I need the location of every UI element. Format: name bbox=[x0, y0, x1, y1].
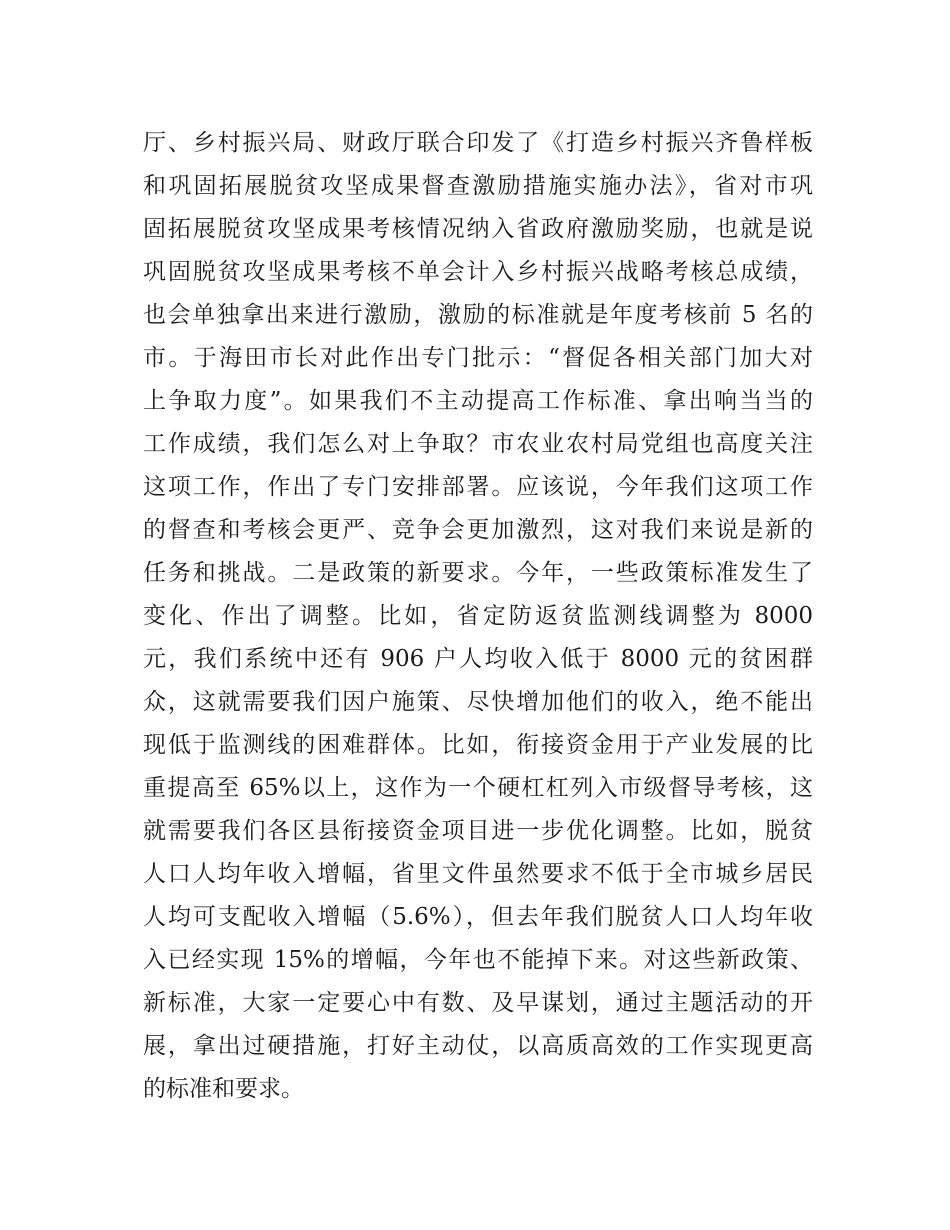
text-line: 厅、乡村振兴局、财政厅联合印发了《打造乡村振兴齐鲁样板 bbox=[143, 130, 813, 156]
text-line: 人均可支配收入增幅（5.6%），但去年我们脱贫人口人均年收 bbox=[143, 904, 813, 930]
text-line: 众，这就需要我们因户施策、尽快增加他们的收入，绝不能出 bbox=[143, 689, 813, 715]
text-line: 也会单独拿出来进行激励，激励的标准就是年度考核前 5 名的 bbox=[143, 302, 813, 328]
text-line: 市。于海田市长对此作出专门批示：“督促各相关部门加大对 bbox=[143, 345, 813, 371]
text-line: 重提高至 65%以上，这作为一个硬杠杠列入市级督导考核，这 bbox=[143, 775, 813, 801]
text-line: 展，拿出过硬措施，打好主动仗，以高质高效的工作实现更高 bbox=[143, 1033, 813, 1059]
text-line: 新标准，大家一定要心中有数、及早谋划，通过主题活动的开 bbox=[143, 990, 813, 1016]
text-line: 固拓展脱贫攻坚成果考核情况纳入省政府激励奖励，也就是说 bbox=[143, 216, 813, 242]
text-line: 元，我们系统中还有 906 户人均收入低于 8000 元的贫困群 bbox=[143, 646, 813, 672]
text-line: 入已经实现 15%的增幅，今年也不能掉下来。对这些新政策、 bbox=[143, 947, 813, 973]
text-line: 任务和挑战。二是政策的新要求。今年，一些政策标准发生了 bbox=[143, 560, 813, 586]
text-line: 的标准和要求。 bbox=[143, 1076, 304, 1102]
text-line: 变化、作出了调整。比如，省定防返贫监测线调整为 8000 bbox=[143, 603, 813, 629]
text-line: 就需要我们各区县衔接资金项目进一步优化调整。比如，脱贫 bbox=[143, 818, 813, 844]
text-line: 和巩固拓展脱贫攻坚成果督查激励措施实施办法》，省对市巩 bbox=[143, 173, 813, 199]
text-line: 工作成绩，我们怎么对上争取？市农业农村局党组也高度关注 bbox=[143, 431, 813, 457]
text-line: 现低于监测线的困难群体。比如，衔接资金用于产业发展的比 bbox=[143, 732, 813, 758]
text-line: 巩固脱贫攻坚成果考核不单会计入乡村振兴战略考核总成绩， bbox=[143, 259, 813, 285]
text-line: 的督查和考核会更严、竞争会更加激烈，这对我们来说是新的 bbox=[143, 517, 813, 543]
body-paragraph bbox=[143, 122, 813, 1111]
text-line: 上争取力度”。如果我们不主动提高工作标准、拿出响当当的 bbox=[143, 388, 813, 414]
text-line: 人口人均年收入增幅，省里文件虽然要求不低于全市城乡居民 bbox=[143, 861, 813, 887]
text-line: 这项工作，作出了专门安排部署。应该说，今年我们这项工作 bbox=[143, 474, 813, 500]
